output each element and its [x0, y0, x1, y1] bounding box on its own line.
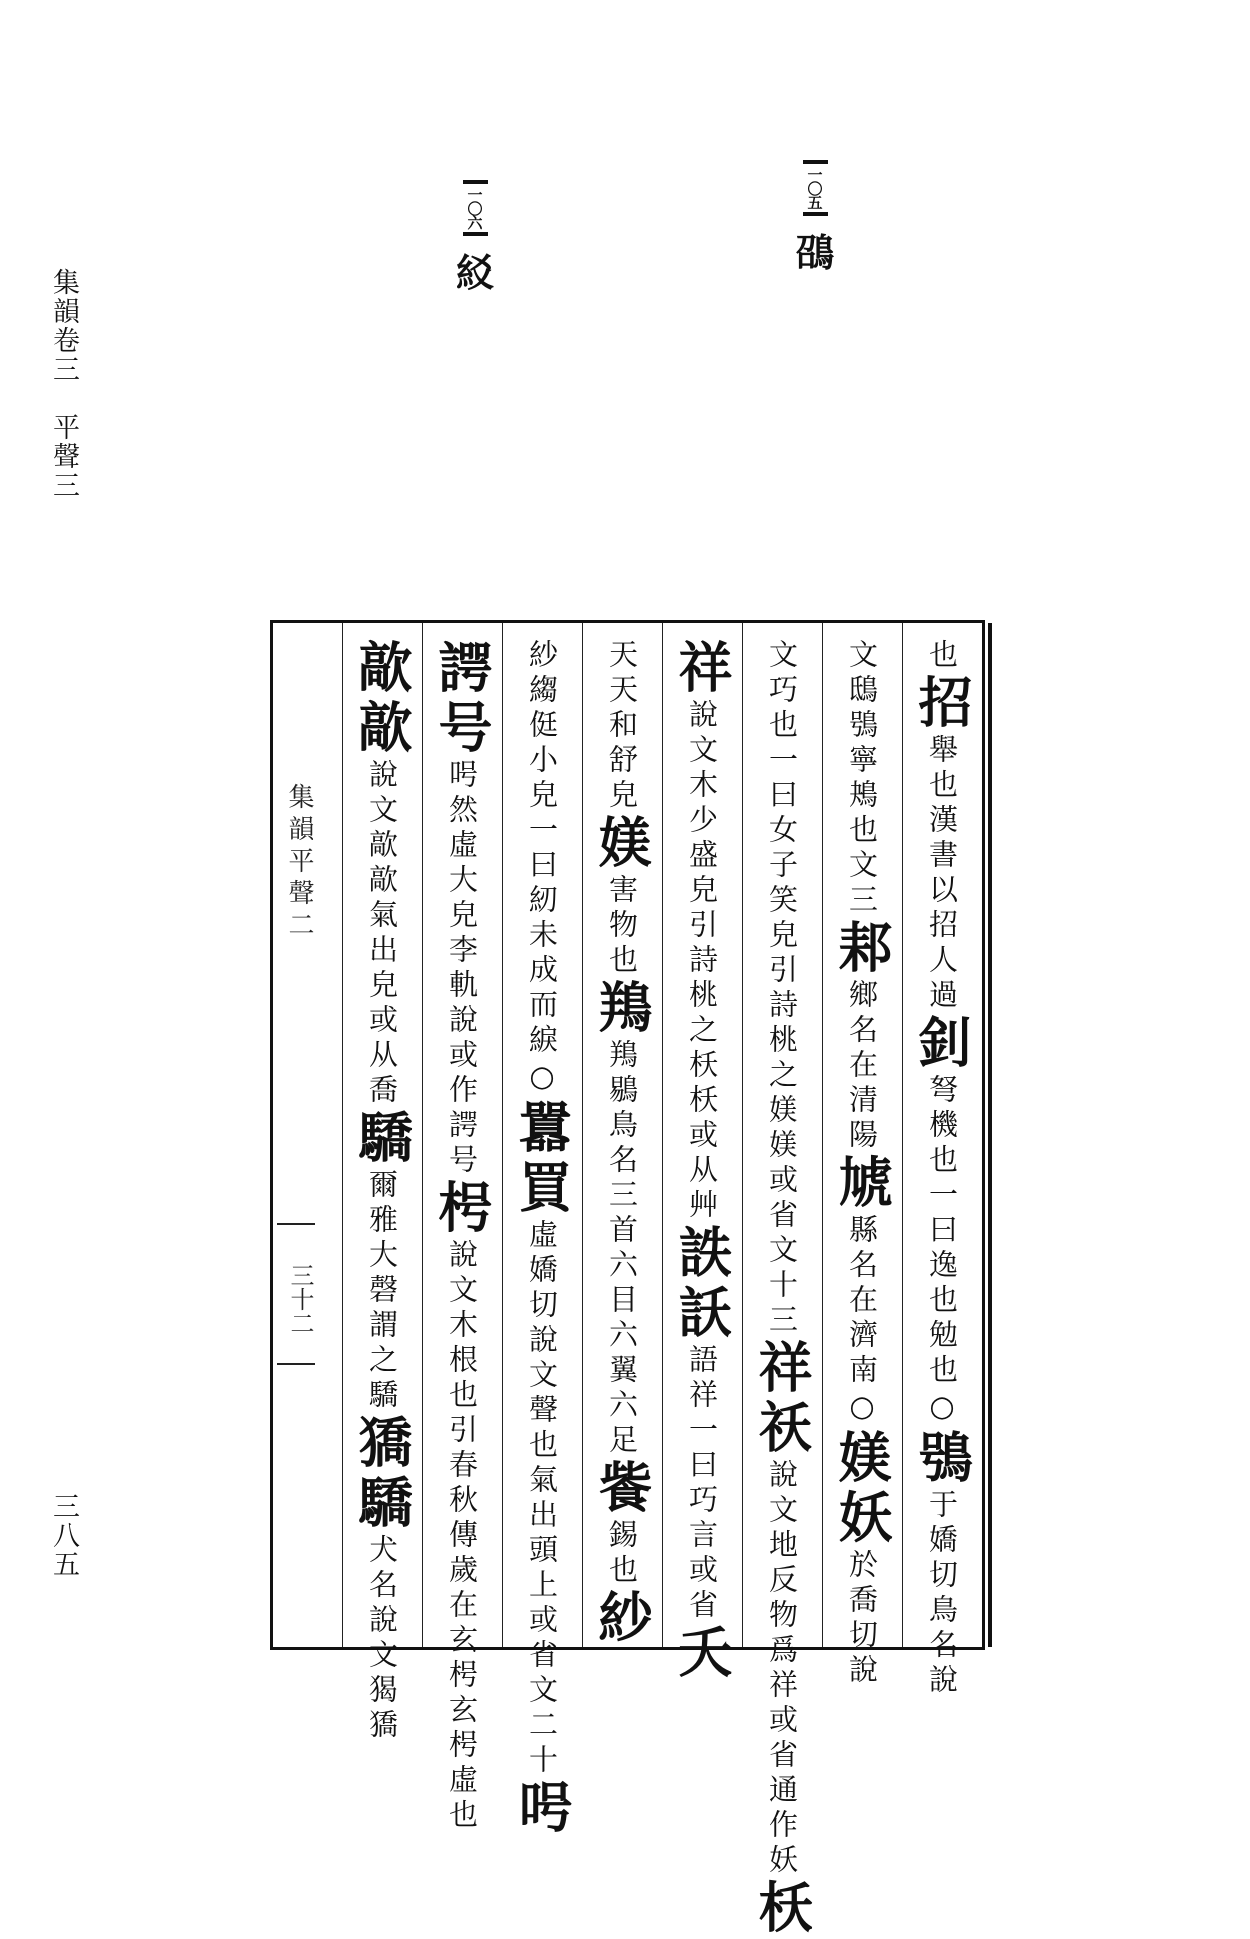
column-rule: [742, 623, 743, 1647]
gloss-text: 文鴟鴞寧鴂也文三: [845, 639, 879, 919]
text-column: [904, 639, 980, 1699]
gloss-text: 鄉名在清陽: [845, 979, 879, 1154]
column-rule: [502, 623, 503, 1647]
gloss-text: 舉也漢書以招人過: [925, 734, 959, 1014]
note-number: 一〇六: [463, 180, 488, 236]
headword: 釗: [910, 1014, 974, 1074]
note-character: 䳂: [796, 230, 835, 275]
headword: 媄妖: [830, 1429, 894, 1549]
gloss-text: 犬名說文猲獢: [365, 1534, 399, 1744]
center-strip-title: 集韻平聲二: [284, 783, 314, 943]
text-column: [344, 639, 420, 1744]
gloss-text: 弩機也一曰逸也勉也○: [925, 1074, 959, 1429]
headword: 䣂: [830, 919, 894, 979]
running-title: 集韻卷三 平聲三: [48, 268, 79, 500]
center-strip-rule: [277, 1223, 315, 1225]
note-number: 一〇五: [803, 160, 828, 216]
text-column: [664, 639, 740, 1684]
gloss-text: 呺然虛大皃李軌說或作諤号: [445, 759, 479, 1179]
headword: 驕: [350, 1109, 414, 1169]
center-strip-rule: [277, 1363, 315, 1365]
text-column: [504, 639, 580, 1839]
column-rule: [902, 623, 903, 1647]
headword: 諤号: [430, 639, 494, 759]
headword: 枖: [750, 1879, 814, 1939]
gloss-text: 文巧也一曰女子笑皃引詩桃之媄媄或省文十三: [765, 639, 799, 1339]
text-column: [584, 639, 660, 1649]
headword: 祥祅: [750, 1339, 814, 1459]
gloss-text: 語祥一曰巧言或省: [685, 1344, 719, 1624]
center-strip-leaf-number: 三十二: [286, 1263, 314, 1335]
headword: 枵: [430, 1179, 494, 1239]
gloss-text: 紗縐侹小皃一曰紉未成而綟○: [525, 639, 559, 1099]
gloss-text: 天天和舒皃: [605, 639, 639, 814]
column-rule: [582, 623, 583, 1647]
annotation-note-105: [796, 160, 834, 277]
text-column: [424, 639, 500, 1834]
text-column: [744, 639, 820, 1939]
gloss-text: 爾雅大磬謂之驕: [365, 1169, 399, 1414]
gloss-text: 於喬切說: [845, 1549, 879, 1689]
gloss-text: 害物也: [605, 874, 639, 979]
headword: 呺: [510, 1779, 574, 1839]
headword: 祥: [670, 639, 734, 699]
headword: 歊歊: [350, 639, 414, 759]
gloss-text: 說文地反物爲祥或省通作妖: [765, 1459, 799, 1879]
gloss-text: 虛嬌切說文聲也氣出頭上或省文二十: [525, 1219, 559, 1779]
headword: 詄訞: [670, 1224, 734, 1344]
note-character: 䋂: [456, 250, 495, 295]
headword: 飺: [590, 1459, 654, 1519]
headword: 虓: [830, 1154, 894, 1214]
headword: 獢驕: [350, 1414, 414, 1534]
gloss-text: 說文歊歊氣出皃或从喬: [365, 759, 399, 1109]
text-column: [824, 639, 900, 1689]
headword: 紗: [590, 1589, 654, 1649]
page-number: 三八五: [48, 1492, 79, 1579]
gloss-text: 鴹鶍鳥名三首六目六翼六足: [605, 1039, 639, 1459]
gloss-text: 也: [925, 639, 959, 674]
block-center-strip: [273, 623, 319, 1647]
headword: 招: [910, 674, 974, 734]
headword: 鴹: [590, 979, 654, 1039]
printed-text-block: [270, 620, 985, 1939]
gloss-text: 錫也: [605, 1519, 639, 1589]
column-rule: [662, 623, 663, 1647]
gloss-text: 縣名在濟南○: [845, 1214, 879, 1429]
headword: 鴞: [910, 1429, 974, 1489]
gloss-text: 于嬌切鳥名說: [925, 1489, 959, 1699]
annotation-note-106: [456, 180, 494, 297]
headword: 媄: [590, 814, 654, 874]
gloss-text: 說文木根也引春秋傳歲在玄枵玄枵虛也: [445, 1239, 479, 1834]
headword: 夭: [670, 1624, 734, 1684]
gloss-text: 說文木少盛皃引詩桃之枖枖或从艸: [685, 699, 719, 1224]
column-rule: [822, 623, 823, 1647]
column-rule: [342, 623, 343, 1647]
column-rule: [422, 623, 423, 1647]
headword: 囂買: [510, 1099, 574, 1219]
